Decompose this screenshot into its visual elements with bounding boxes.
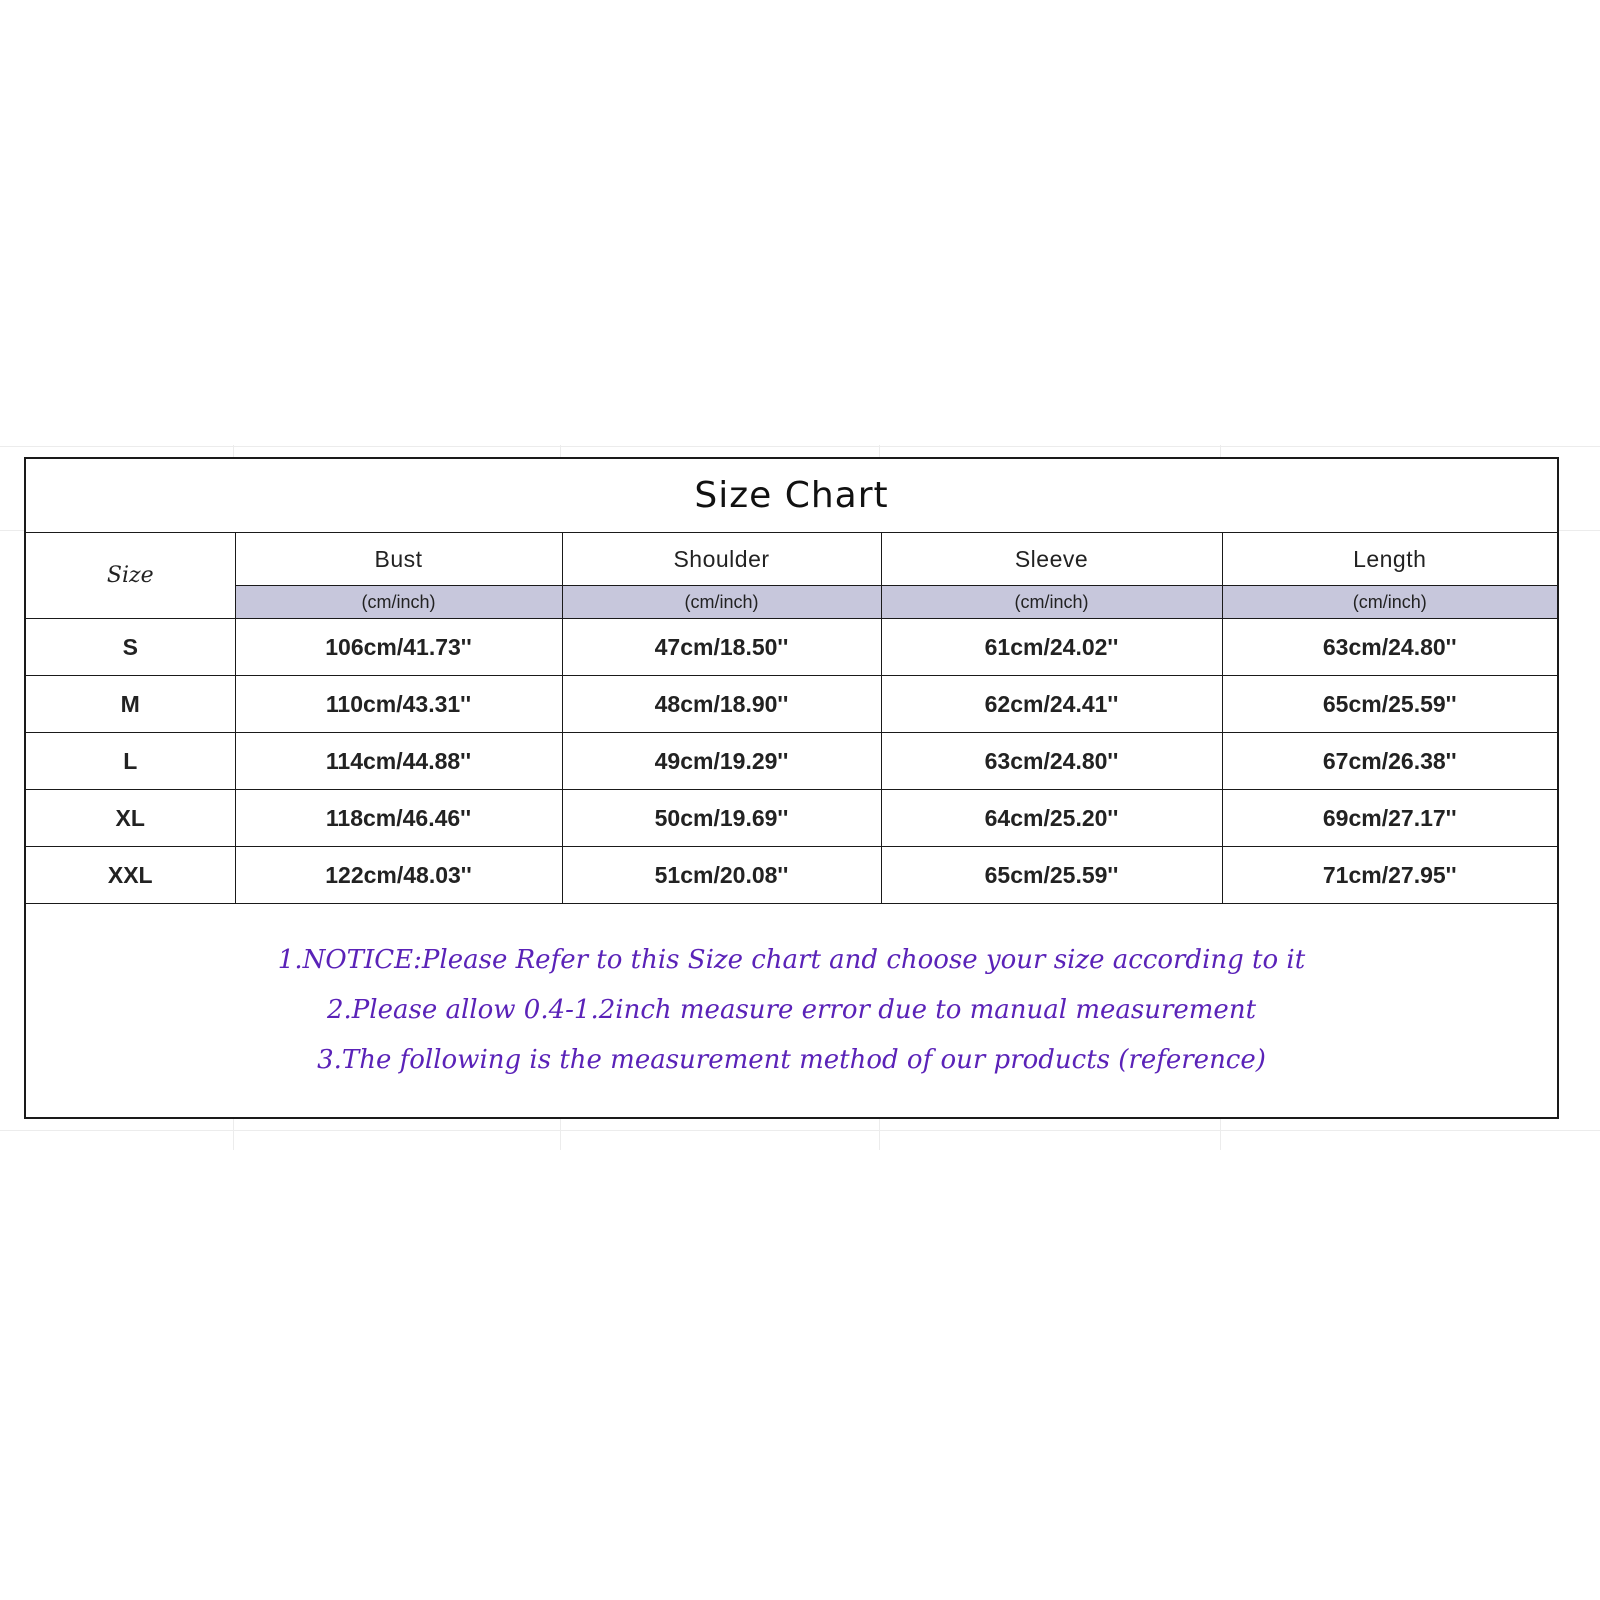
unit-label: (cm/inch) (881, 586, 1222, 619)
unit-label: (cm/inch) (235, 586, 562, 619)
table-cell: 63cm/24.80'' (1222, 619, 1557, 676)
table-cell: 122cm/48.03'' (235, 847, 562, 904)
size-header: Size (26, 533, 235, 619)
table-cell: 64cm/25.20'' (881, 790, 1222, 847)
header-row (26, 533, 1557, 586)
chart-title: Size Chart (694, 475, 889, 516)
note-line: 1.NOTICE:Please Refer to this Size chart and choose your size according to it (277, 945, 1306, 975)
table-row (26, 733, 1557, 790)
table-cell: 67cm/26.38'' (1222, 733, 1557, 790)
note-line: 3.The following is the measurement method of our products (reference) (317, 1045, 1266, 1075)
size-label: L (26, 733, 235, 790)
table-cell: 69cm/27.17'' (1222, 790, 1557, 847)
table-cell: 48cm/18.90'' (562, 676, 881, 733)
column-header-length: Length (1222, 533, 1557, 586)
notes-section (26, 895, 1557, 1117)
table-cell: 50cm/19.69'' (562, 790, 881, 847)
grid-line (0, 1130, 1600, 1131)
unit-label: (cm/inch) (562, 586, 881, 619)
column-header-bust: Bust (235, 533, 562, 586)
size-label: XL (26, 790, 235, 847)
size-label: S (26, 619, 235, 676)
table-cell: 49cm/19.29'' (562, 733, 881, 790)
table-cell: 63cm/24.80'' (881, 733, 1222, 790)
title-row (26, 459, 1557, 533)
unit-label: (cm/inch) (1222, 586, 1557, 619)
table-cell: 106cm/41.73'' (235, 619, 562, 676)
table-row (26, 619, 1557, 676)
note-line: 2.Please allow 0.4-1.2inch measure error due to manual measurement (326, 995, 1257, 1025)
table-cell: 114cm/44.88'' (235, 733, 562, 790)
size-label: M (26, 676, 235, 733)
table-cell: 61cm/24.02'' (881, 619, 1222, 676)
table-cell: 62cm/24.41'' (881, 676, 1222, 733)
table-cell: 71cm/27.95'' (1222, 847, 1557, 904)
size-table (26, 533, 1557, 904)
unit-row (26, 586, 1557, 619)
table-row (26, 676, 1557, 733)
table-row (26, 790, 1557, 847)
table-cell: 118cm/46.46'' (235, 790, 562, 847)
table-cell: 51cm/20.08'' (562, 847, 881, 904)
column-header-shoulder: Shoulder (562, 533, 881, 586)
table-cell: 65cm/25.59'' (1222, 676, 1557, 733)
table-cell: 65cm/25.59'' (881, 847, 1222, 904)
table-cell: 47cm/18.50'' (562, 619, 881, 676)
column-header-sleeve: Sleeve (881, 533, 1222, 586)
table-cell: 110cm/43.31'' (235, 676, 562, 733)
size-label: XXL (26, 847, 235, 904)
size-chart (24, 457, 1559, 1119)
grid-line (0, 446, 1600, 447)
